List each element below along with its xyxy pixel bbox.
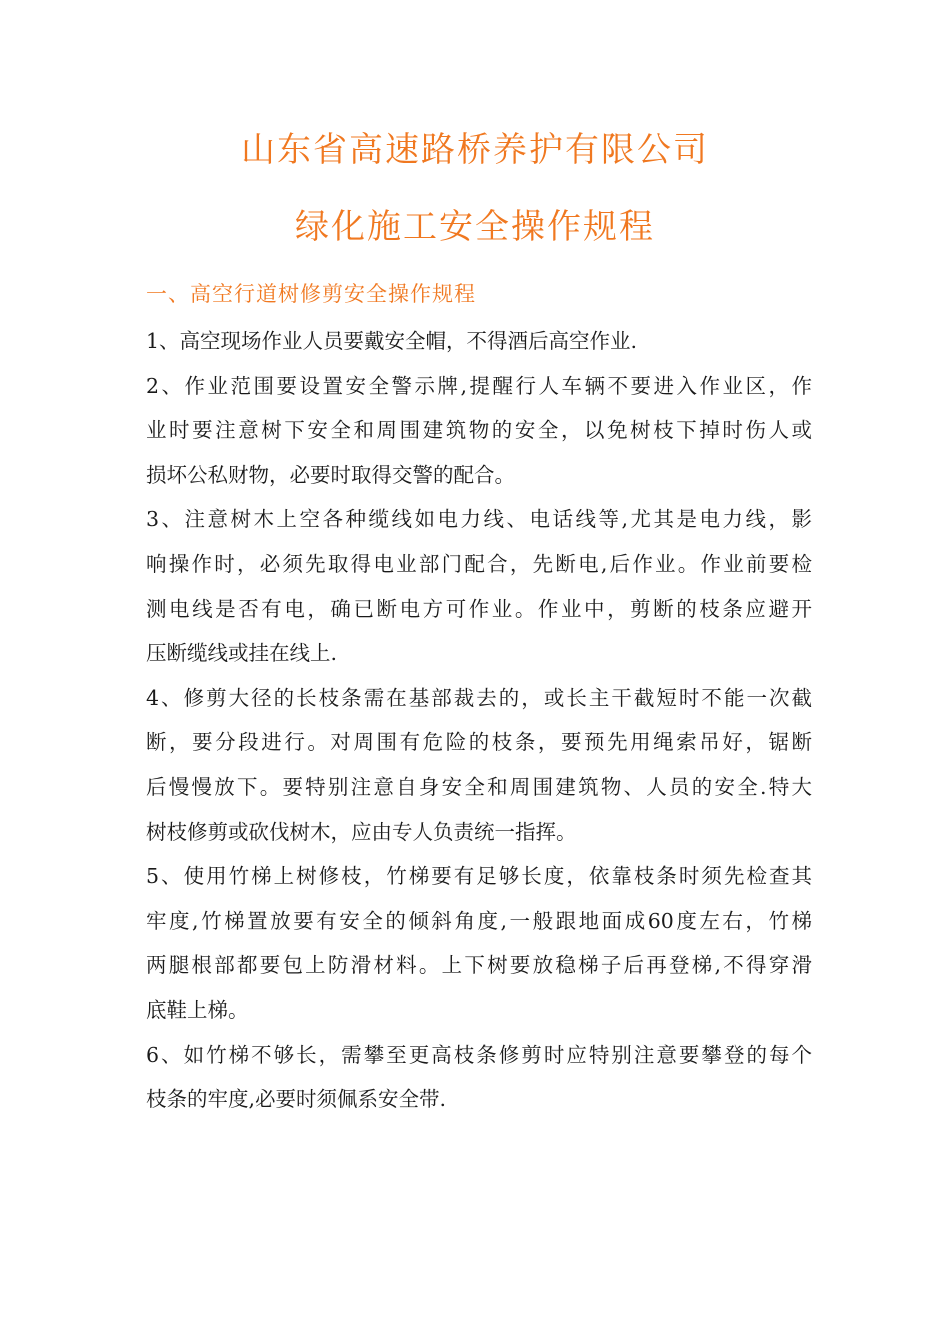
text-line: 牢度,竹梯置放要有安全的倾斜角度,一般跟地面成60度左右，竹梯 [146, 908, 812, 933]
text-line: 断，要分段进行。对周围有危险的枝条，要预先用绳索吊好，锯断 [146, 730, 812, 755]
text-line: 4、修剪大径的长枝条需在基部裁去的，或长主干截短时不能一次截 [146, 685, 812, 710]
text-line: 树枝修剪或砍伐树木，应由专人负责统一指挥。 [146, 819, 577, 844]
company-title: 山东省高速路桥养护有限公司 [241, 130, 709, 170]
section-heading: 一、高空行道树修剪安全操作规程 [146, 282, 476, 306]
document-title: 绿化施工安全操作规程 [295, 207, 655, 247]
text-line: 1、高空现场作业人员要戴安全帽，不得酒后高空作业. [146, 329, 638, 353]
text-line: 2、作业范围要设置安全警示牌,提醒行人车辆不要进入作业区，作 [146, 373, 812, 398]
text-line: 压断缆线或挂在线上. [146, 641, 338, 666]
text-line: 6、如竹梯不够长，需攀至更高枝条修剪时应特别注意要攀登的每个 [146, 1042, 812, 1067]
text-line: 业时要注意树下安全和周围建筑物的安全，以免树枝下掉时伤人或 [146, 418, 812, 443]
text-line: 3、注意树木上空各种缆线如电力线、电话线等,尤其是电力线，影 [146, 507, 812, 532]
text-line: 损坏公私财物，必要时取得交警的配合。 [146, 462, 515, 487]
body-text [146, 319, 812, 1122]
text-line: 后慢慢放下。要特别注意自身安全和周围建筑物、人员的安全.特大 [146, 774, 812, 799]
text-line: 枝条的牢度,必要时须佩系安全带. [146, 1087, 447, 1112]
text-line: 响操作时，必须先取得电业部门配合，先断电,后作业。作业前要检 [146, 551, 812, 576]
text-line: 两腿根部都要包上防滑材料。上下树要放稳梯子后再登梯,不得穿滑 [146, 953, 812, 978]
text-line: 测电线是否有电，确已断电方可作业。作业中，剪断的枝条应避开 [146, 596, 812, 621]
text-line: 底鞋上梯。 [146, 997, 249, 1022]
text-line: 5、使用竹梯上树修枝，竹梯要有足够长度，依靠枝条时须先检查其 [146, 864, 812, 889]
